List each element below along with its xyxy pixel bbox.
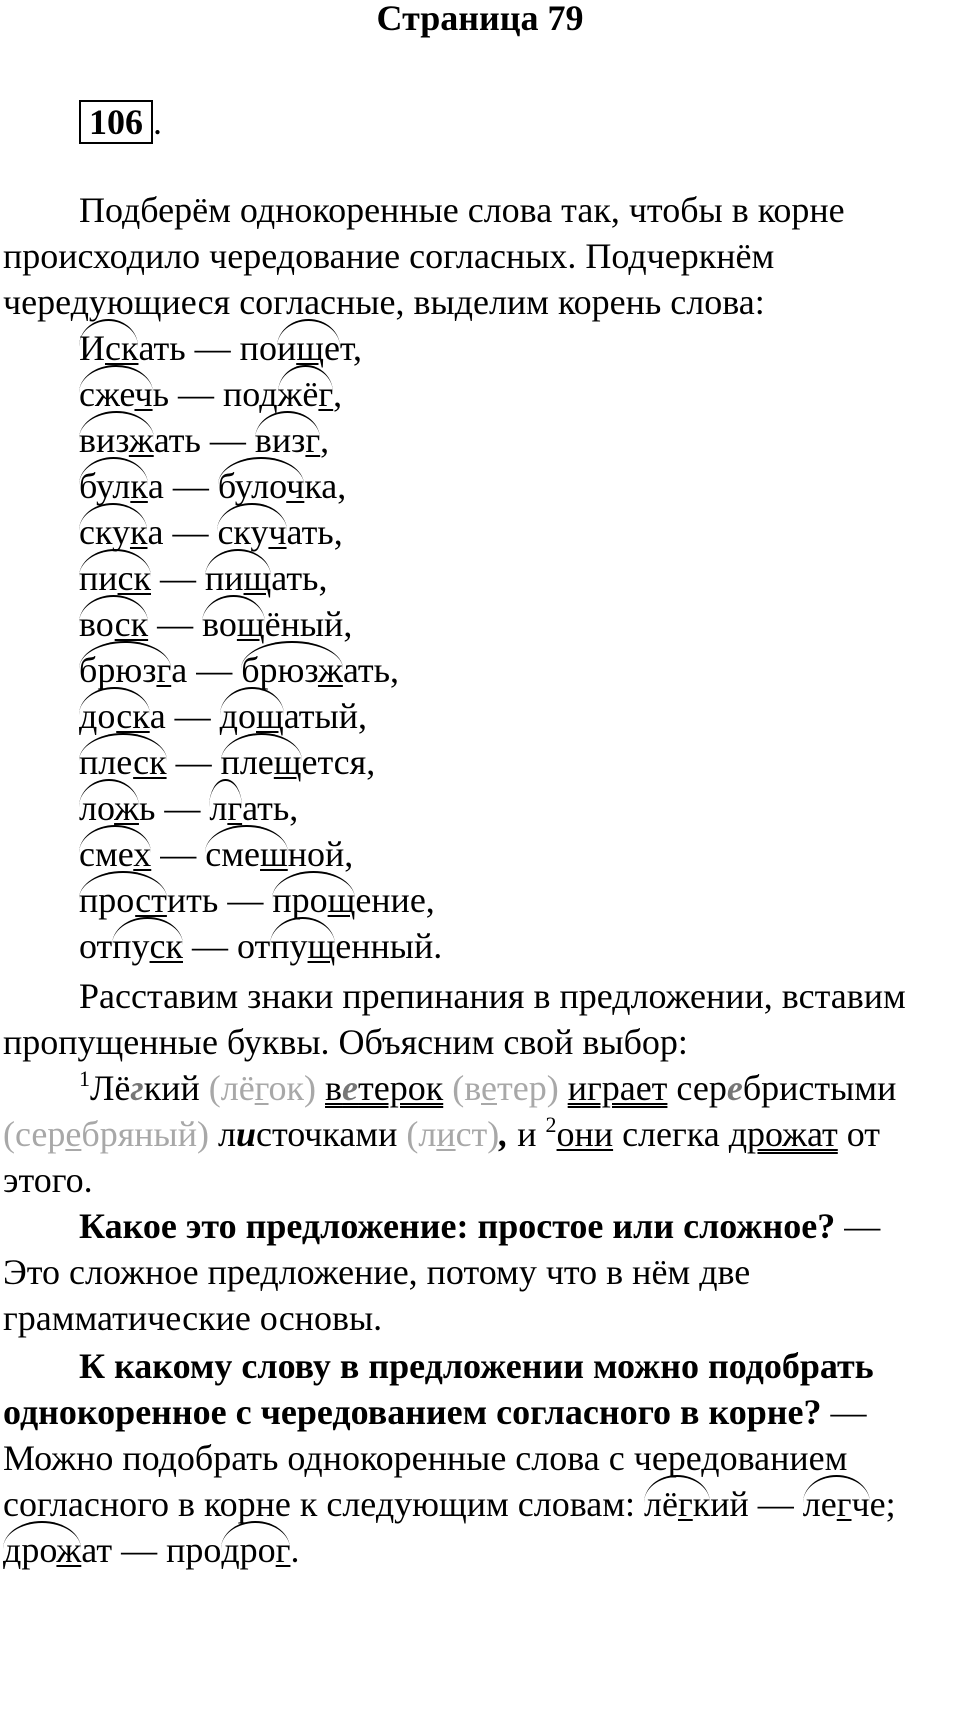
root-mark: визж — [79, 420, 154, 460]
word-second: смешной, — [205, 834, 354, 874]
dash: — — [151, 558, 205, 598]
word-pair — [79, 834, 353, 874]
root-mark: смеш — [205, 834, 288, 874]
alternating-consonant: г — [227, 788, 243, 828]
inserted-letter: и — [235, 1114, 256, 1154]
word-first — [79, 742, 167, 782]
word-pair — [79, 420, 329, 460]
clause-number: 1 — [79, 1066, 90, 1091]
intro-line: происходило чередование согласных. Подчеркнём — [3, 236, 775, 276]
root-mark: легч — [802, 1484, 870, 1524]
alternating-consonant: ск — [117, 558, 151, 598]
answer-2-line: дрожат — продрог. — [3, 1530, 300, 1570]
root-mark: брюзж — [241, 650, 343, 690]
word-pair — [79, 926, 442, 966]
word-pair — [79, 788, 298, 828]
sentence-line-1: $^1$Лёгкий (лёгок) ветерок (ветер) играет серебристыми — [79, 1066, 897, 1108]
root-mark: прощ — [272, 880, 356, 920]
alternating-consonant: ж — [317, 650, 343, 690]
word-first — [79, 558, 151, 598]
word-first: доска — [79, 696, 166, 736]
root-mark: вощ — [202, 604, 265, 644]
inserted-letter: е — [726, 1068, 743, 1108]
task-line: Расставим знаки препинания в предложении, вставим — [79, 976, 906, 1016]
root-mark: лож — [79, 788, 139, 828]
hint-word: (лист) — [406, 1114, 500, 1154]
alternating-consonant: ч — [134, 374, 153, 414]
question-2-line: К какому слову в предложении можно подобрать — [79, 1346, 874, 1386]
subject-word: ветерок — [325, 1068, 444, 1108]
alternating-consonant: ш — [260, 834, 288, 874]
alternating-consonant: щ — [296, 328, 324, 368]
hint-word: (ветер) — [452, 1068, 559, 1108]
clause-number: 2 — [545, 1112, 557, 1137]
root-mark: пищ — [205, 558, 272, 598]
hint-word: (лёгок) — [208, 1068, 317, 1108]
predicate-word: дрожат — [728, 1114, 838, 1154]
root-mark: дрог — [221, 1530, 291, 1570]
alternating-consonant: щ — [307, 926, 336, 966]
word-second: лгать, — [209, 788, 299, 828]
question-1: Какое это предложение: простое или сложное? — — [79, 1206, 881, 1246]
task-line: пропущенные буквы. Объясним свой выбор: — [3, 1022, 688, 1062]
word-second: скучать, — [217, 512, 343, 552]
alternating-consonant: ск — [114, 604, 149, 644]
root-mark: дрож — [3, 1530, 82, 1570]
alternating-consonant: щ — [243, 558, 272, 598]
dash: — — [163, 512, 218, 552]
subject-word: они — [556, 1114, 614, 1154]
alternating-consonant: г — [305, 420, 321, 460]
alternating-consonant: ск — [149, 926, 183, 966]
word-pair — [79, 328, 362, 368]
answer-2-line: Можно подобрать однокоренные слова с чередованием — [3, 1438, 848, 1478]
intro-line: чередующиеся согласные, выделим корень слова: — [3, 282, 765, 322]
exercise-number-box: 106 — [79, 100, 153, 144]
root-mark: сжеч — [79, 374, 153, 414]
root-mark: жёг — [277, 374, 334, 414]
root-mark: пущ — [270, 926, 336, 966]
word-first: ложь — [79, 788, 156, 828]
word-first: брюзга — [79, 650, 188, 690]
word-first: визжать — [79, 420, 201, 460]
alternating-consonant: к — [129, 512, 148, 552]
root-mark: Иск — [79, 328, 139, 368]
inserted-comma: , — [499, 1114, 509, 1154]
root-mark: лёгк — [644, 1484, 711, 1524]
hint-word: (серебряный) — [3, 1114, 209, 1154]
inserted-letter: г — [130, 1068, 144, 1108]
dash: — — [165, 696, 220, 736]
root-mark: брюзг — [79, 650, 172, 690]
word-second: брюзжать, — [241, 650, 400, 690]
root-mark: пуск — [112, 926, 183, 966]
question-2-line: однокоренное с чередованием согласного в корне? — — [3, 1392, 867, 1432]
word-pair — [79, 742, 375, 782]
alternating-consonant: ж — [128, 420, 154, 460]
root-mark: скук — [79, 512, 148, 552]
root-mark: булк — [79, 466, 148, 506]
word-first — [79, 834, 151, 874]
word-pair — [79, 558, 327, 598]
alternating-consonant: ск — [116, 696, 150, 736]
alternating-consonant: г — [318, 374, 334, 414]
dash: — — [163, 466, 218, 506]
root-mark: смех — [79, 834, 152, 874]
root-mark: плеск — [79, 742, 167, 782]
dash: — — [185, 328, 240, 368]
dash: — — [166, 742, 221, 782]
root-mark: писк — [79, 558, 151, 598]
alternating-consonant: ч — [268, 512, 287, 552]
dash: — — [183, 926, 237, 966]
dash: — — [200, 420, 255, 460]
page-title: Страница 79 — [376, 0, 584, 38]
word-pair — [79, 512, 343, 552]
dash: — — [218, 880, 273, 920]
alternating-consonant: х — [133, 834, 152, 874]
alternating-consonant: к — [130, 466, 148, 506]
word-pair — [79, 880, 435, 920]
predicate-word: играет — [567, 1068, 668, 1108]
alternating-consonant: ст — [135, 880, 167, 920]
dash: — — [187, 650, 242, 690]
alternating-consonant: щ — [236, 604, 265, 644]
root-mark: скуч — [217, 512, 287, 552]
dash: — — [148, 604, 203, 644]
answer-1-line: Это сложное предложение, потому что в нём две — [3, 1252, 751, 1292]
word-first — [79, 604, 148, 644]
word-second: плещется, — [220, 742, 376, 782]
exercise-number — [79, 100, 162, 144]
exercise-number-dot: . — [153, 102, 162, 142]
word-first: булка — [79, 466, 164, 506]
alternating-consonant: щ — [327, 880, 356, 920]
alternating-consonant: щ — [273, 742, 302, 782]
word-second: дощатый, — [219, 696, 367, 736]
dash: — — [151, 834, 206, 874]
word-second: вощёный, — [202, 604, 353, 644]
dash: — — [155, 788, 210, 828]
word-pair — [79, 604, 352, 644]
word-pair — [79, 374, 342, 414]
alternating-consonant: ск — [133, 742, 167, 782]
word-pair — [79, 696, 367, 736]
root-mark: булоч — [217, 466, 305, 506]
sentence-line-3: этого. — [3, 1160, 93, 1200]
word-first: Искать — [79, 328, 186, 368]
sentence-line-2: (серебряный) листочками (лист), и $^2$они слегка дрожат от — [3, 1112, 881, 1154]
word-pair — [79, 466, 346, 506]
root-mark: дощ — [219, 696, 284, 736]
word-second: отпущенный. — [237, 926, 443, 966]
word-second: прощение, — [272, 880, 435, 920]
word-first: скука — [79, 512, 164, 552]
root-mark: прост — [79, 880, 167, 920]
root-mark: плещ — [220, 742, 302, 782]
answer-2-line: согласного в корне к следующим словам: лёгкий — легче; — [3, 1484, 896, 1524]
root-mark: воск — [79, 604, 149, 644]
word-second: поищет, — [239, 328, 362, 368]
word-second: булочка, — [217, 466, 347, 506]
word-second: поджёг, — [223, 374, 343, 414]
root-mark: визг — [254, 420, 321, 460]
root-mark: ище — [276, 328, 340, 368]
root-mark: лг — [209, 788, 243, 828]
alternating-consonant: ч — [286, 466, 305, 506]
intro-line: Подберём однокоренные слова так, чтобы в корне — [79, 190, 845, 230]
alternating-consonant: ск — [105, 328, 139, 368]
dash: — — [169, 374, 223, 414]
alternating-consonant: ж — [114, 788, 139, 828]
word-first: отпуск — [79, 926, 183, 966]
word-second: пищать, — [205, 558, 328, 598]
answer-1-line: грамматические основы. — [3, 1298, 383, 1338]
alternating-consonant: г — [156, 650, 172, 690]
word-first: сжечь — [79, 374, 169, 414]
alternating-consonant: щ — [256, 696, 284, 736]
word-first: простить — [79, 880, 219, 920]
word-pair — [79, 650, 399, 690]
word-second: визг, — [254, 420, 330, 460]
root-mark: доск — [79, 696, 150, 736]
